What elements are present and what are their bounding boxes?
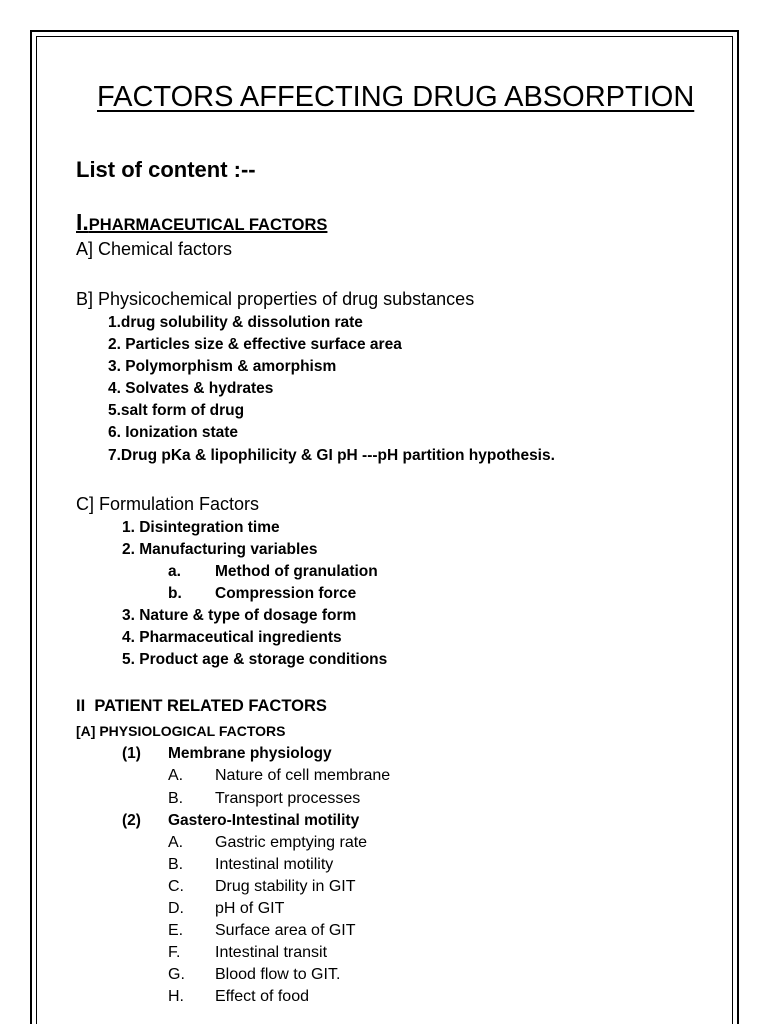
- item-text: Intestinal motility: [215, 856, 334, 873]
- item-marker: B.: [168, 856, 184, 873]
- item-marker: F.: [168, 944, 181, 961]
- physicochemical-item: 6. Ionization state: [108, 424, 239, 441]
- item-text: Surface area of GIT: [215, 922, 356, 939]
- section-1-title: PHARMACEUTICAL FACTORS: [88, 216, 328, 234]
- item-marker: H.: [168, 988, 184, 1005]
- item-marker: A.: [168, 767, 184, 784]
- physicochemical-item: 5.salt form of drug: [108, 402, 245, 419]
- motility-item: [168, 856, 334, 873]
- group-heading: [122, 745, 332, 762]
- item-text: Gastric emptying rate: [215, 834, 368, 851]
- group-marker: (1): [122, 745, 141, 762]
- group-title: Gastero-Intestinal motility: [168, 812, 360, 829]
- item-marker: A.: [168, 834, 184, 851]
- item-marker: G.: [168, 966, 185, 983]
- sub-item-marker: b.: [168, 585, 182, 602]
- formulation-item: 5. Product age & storage conditions: [122, 651, 388, 668]
- formulation-item: 3. Nature & type of dosage form: [122, 607, 357, 624]
- sub-item-text: Compression force: [215, 585, 357, 602]
- group-title: Membrane physiology: [168, 745, 332, 762]
- physicochemical-item: 7.Drug pKa & lipophilicity & GI pH ---pH partition hypothesis.: [108, 447, 555, 464]
- formulation-item: 1. Disintegration time: [122, 519, 280, 536]
- physicochemical-item: 4. Solvates & hydrates: [108, 380, 274, 397]
- motility-item: [168, 988, 309, 1005]
- formulation-factors-heading: C] Formulation Factors: [76, 494, 260, 514]
- item-marker: C.: [168, 878, 184, 895]
- motility-item: [168, 922, 356, 939]
- item-marker: E.: [168, 922, 184, 939]
- item-text: pH of GIT: [215, 900, 285, 917]
- section-1-numeral: I.: [76, 209, 89, 235]
- physiology-item: [168, 790, 361, 807]
- section-2-heading: II PATIENT RELATED FACTORS: [76, 697, 327, 715]
- formulation-sub-item: [168, 585, 357, 602]
- item-text: Drug stability in GIT: [215, 878, 356, 895]
- section-1-heading: [76, 211, 327, 234]
- physiology-item: [168, 767, 391, 784]
- physicochemical-item: 2. Particles size & effective surface area: [108, 336, 402, 353]
- sub-item-marker: a.: [168, 563, 181, 580]
- sub-item-text: Method of granulation: [215, 563, 378, 580]
- formulation-item: 4. Pharmaceutical ingredients: [122, 629, 342, 646]
- group-heading: [122, 812, 360, 829]
- physicochemical-item: 3. Polymorphism & amorphism: [108, 358, 337, 375]
- motility-item: [168, 944, 328, 961]
- document-title: FACTORS AFFECTING DRUG ABSORPTION: [97, 81, 695, 113]
- physicochemical-item: 1.drug solubility & dissolution rate: [108, 314, 363, 331]
- motility-item: [168, 878, 356, 895]
- item-text: Intestinal transit: [215, 944, 328, 961]
- item-marker: B.: [168, 790, 184, 807]
- physicochemical-heading: B] Physicochemical properties of drug substances: [76, 289, 475, 309]
- motility-item: [168, 834, 368, 851]
- group-marker: (2): [122, 812, 141, 829]
- item-text: Effect of food: [215, 988, 309, 1005]
- list-of-content-heading: List of content :--: [76, 157, 256, 182]
- item-text: Blood flow to GIT.: [215, 966, 341, 983]
- item-text: Nature of cell membrane: [215, 767, 391, 784]
- motility-item: [168, 966, 341, 983]
- item-text: Transport processes: [215, 790, 361, 807]
- item-marker: D.: [168, 900, 184, 917]
- formulation-sub-item: [168, 563, 378, 580]
- chemical-factors-heading: A] Chemical factors: [76, 239, 233, 259]
- formulation-item: 2. Manufacturing variables: [122, 541, 318, 558]
- motility-item: [168, 900, 285, 917]
- physiological-factors-heading: [A] PHYSIOLOGICAL FACTORS: [76, 723, 286, 739]
